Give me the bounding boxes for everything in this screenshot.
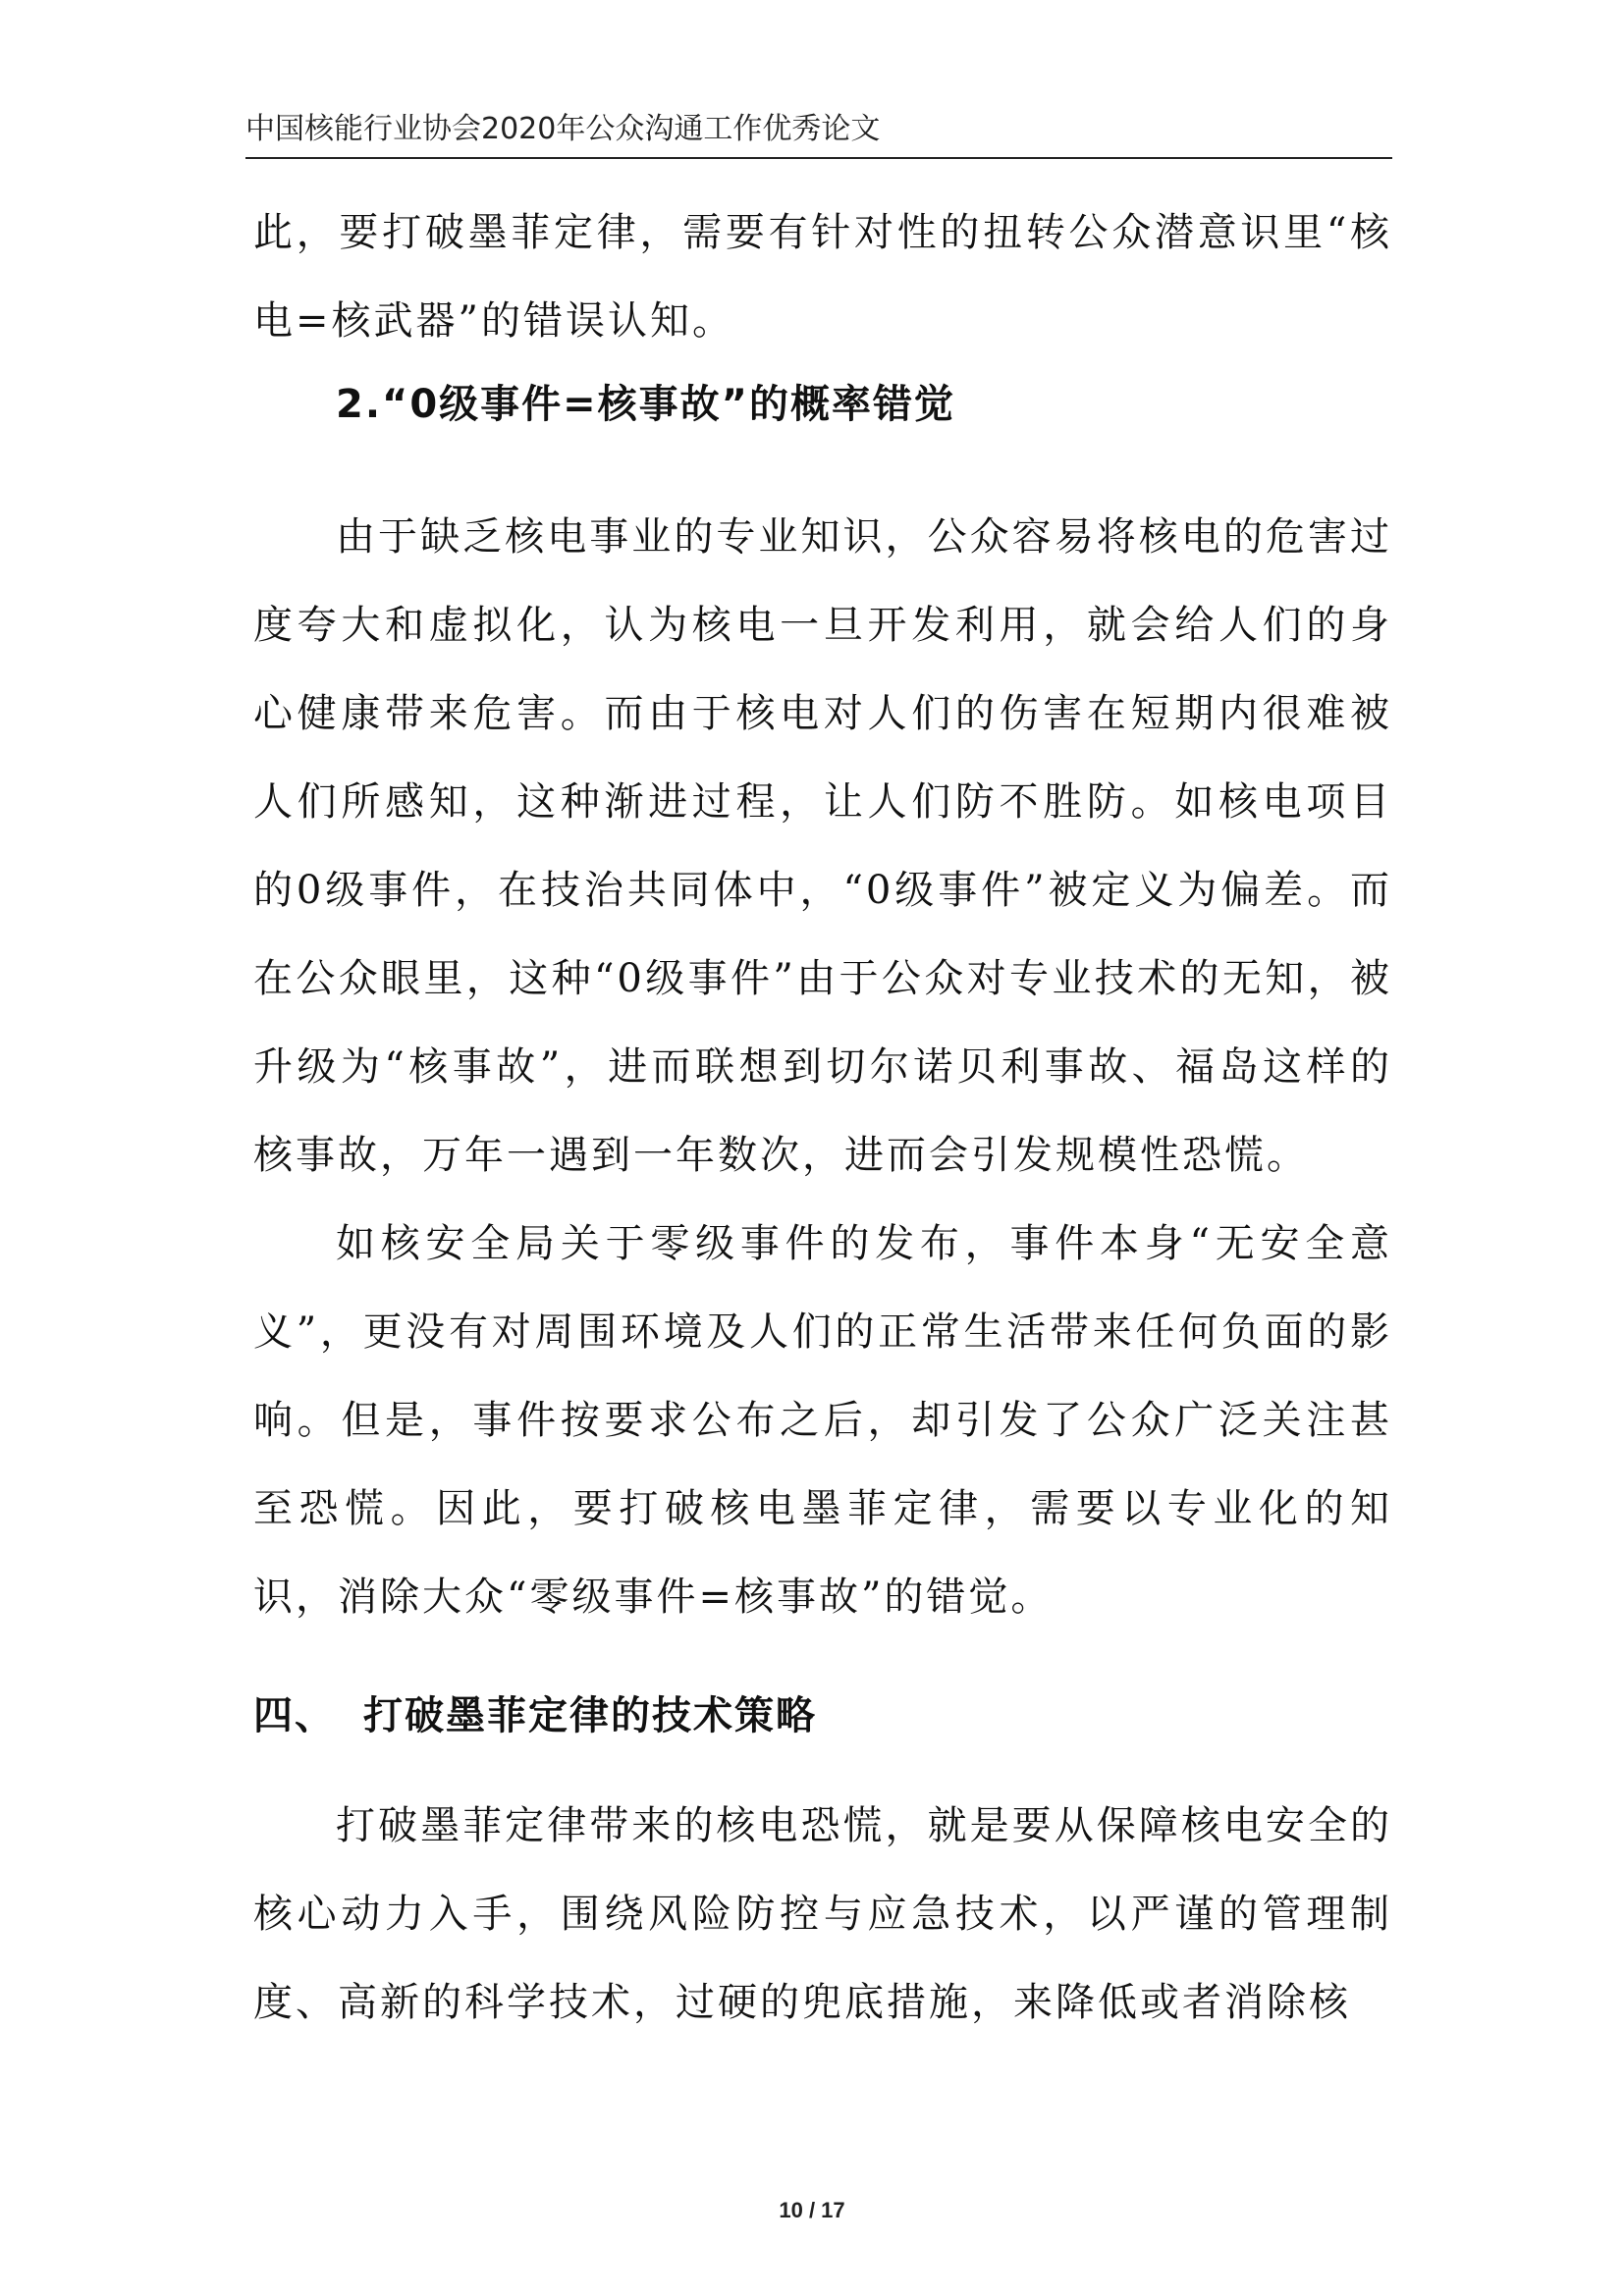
paragraph-continuation: 此，要打破墨菲定律，需要有针对性的扭转公众潜意识里“核电=核武器”的错误认知。 bbox=[253, 210, 1392, 344]
running-header: 中国核能行业协会2020年公众沟通工作优秀论文 bbox=[245, 112, 881, 146]
section-heading bbox=[253, 1686, 817, 1745]
paragraph-zero-level-event: 如核安全局关于零级事件的发布，事件本身“无安全意义”，更没有对周围环境及人们的正常生活带来任何负面的影响。但是，事件按要求公布之后，却引发了公众广泛关注甚至恐慌。因此，要打破核电墨菲定律，需要以专业化的知识，消除大众“零级事件=核事故”的错觉。 bbox=[253, 1221, 1392, 1620]
paragraph-probability-illusion: 由于缺乏核电事业的专业知识，公众容易将核电的危害过度夸大和虚拟化，认为核电一旦开发利用，就会给人们的身心健康带来危害。而由于核电对人们的伤害在短期内很难被人们所感知，这种渐进过程，让人们防不胜防。如核电项目的0级事件，在技治共同体中，“0级事件”被定义为偏差。而在公众眼里，这种“0级事件”由于公众对专业技术的无知，被升级为“核事故”，进而联想到切尔诺贝利事故、福岛这样的核事故，万年一遇到一年数次，进而会引发规模性恐慌。 bbox=[253, 514, 1392, 1178]
subsection-heading: 2.“0级事件=核事故”的概率错觉 bbox=[336, 382, 955, 427]
header-divider bbox=[245, 157, 1392, 159]
section-number: 四、 bbox=[253, 1693, 336, 1738]
paragraph-technical-strategy: 打破墨菲定律带来的核电恐慌，就是要从保障核电安全的核心动力入手，围绕风险防控与应急技术，以严谨的管理制度、高新的科学技术，过硬的兜底措施，来降低或者消除核 bbox=[253, 1803, 1392, 2025]
page-number: 10 / 17 bbox=[779, 2198, 845, 2222]
section-title: 打破墨菲定律的技术策略 bbox=[363, 1693, 817, 1738]
